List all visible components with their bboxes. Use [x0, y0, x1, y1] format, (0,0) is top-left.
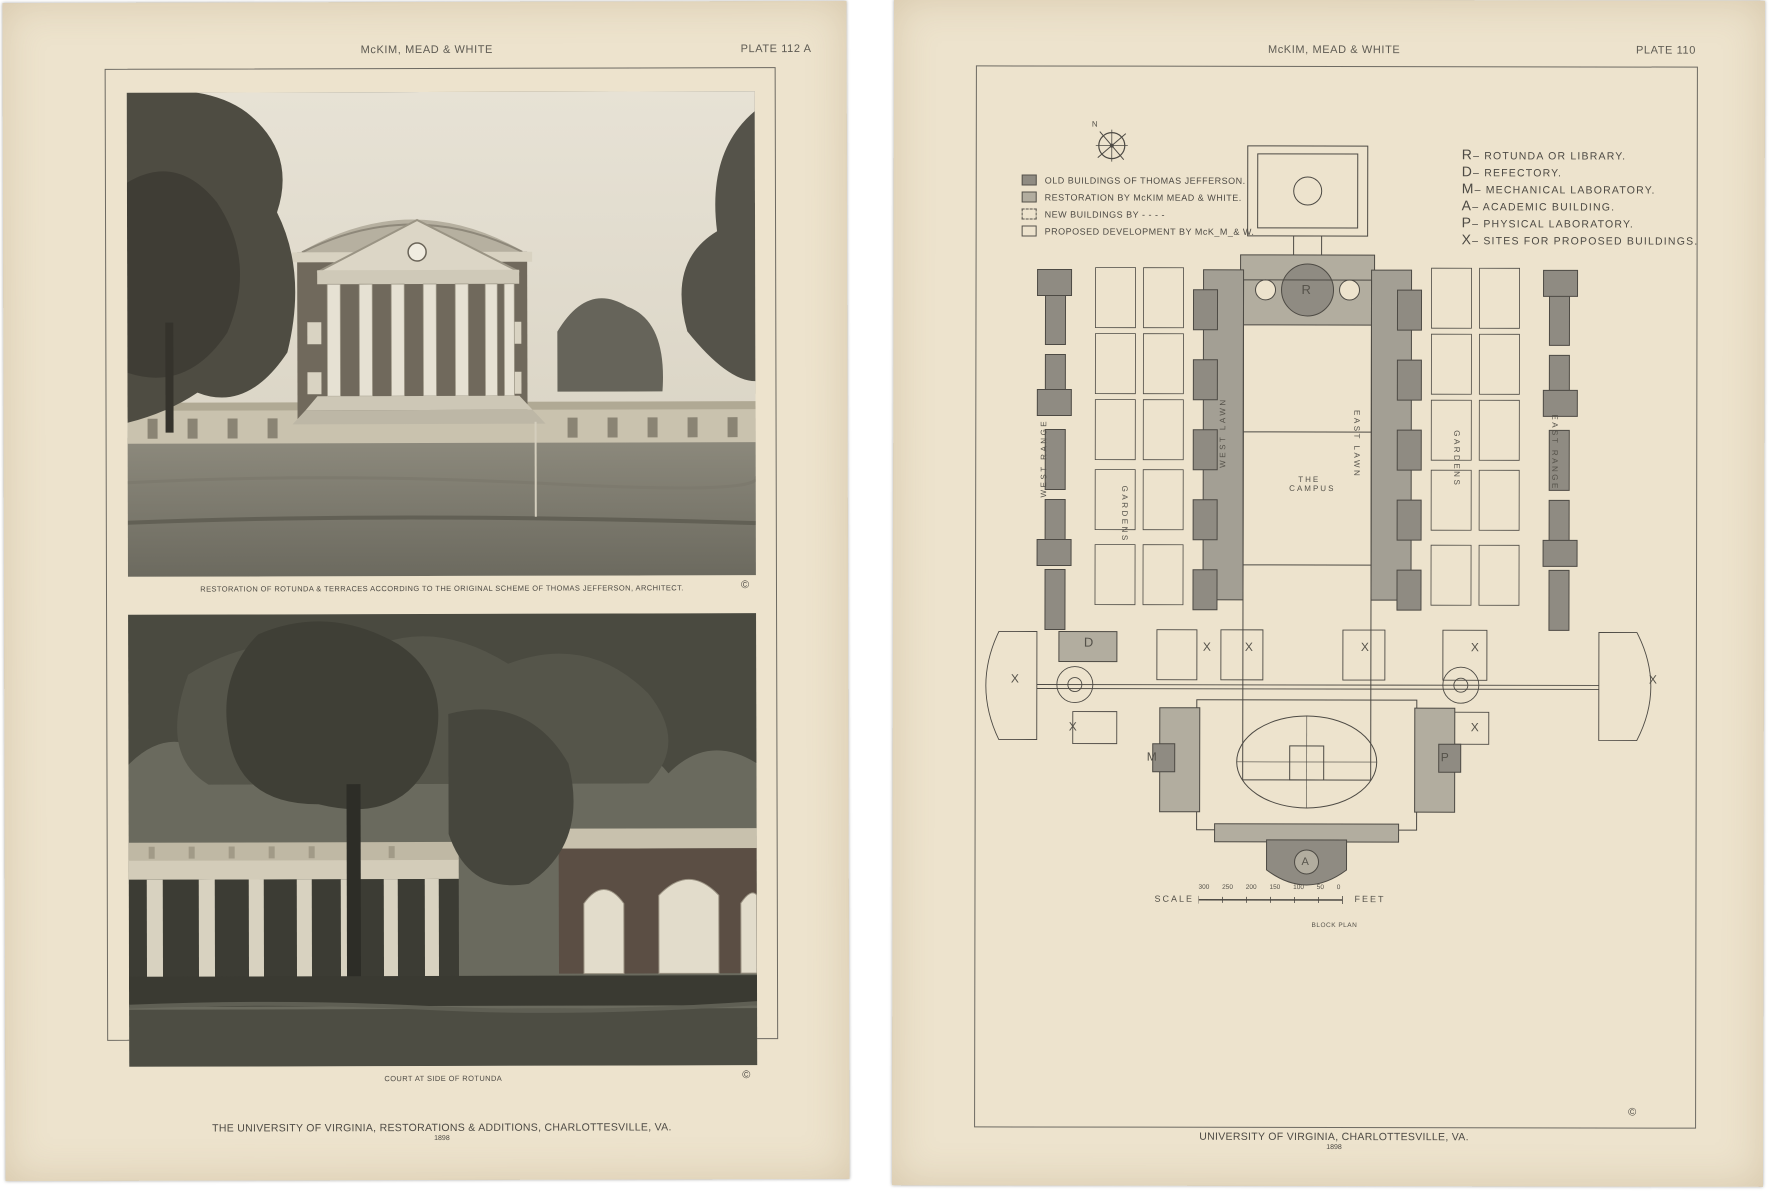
left-header-plate-number: PLATE 112 A — [740, 42, 812, 56]
right-header-title: McKIM, MEAD & WHITE — [1267, 43, 1401, 57]
key-item: A– ACADEMIC BUILDING. — [1461, 197, 1616, 214]
left-plate-sheet — [2, 1, 849, 1181]
plan-site-x: X — [1648, 672, 1657, 687]
block-plan-drawing — [974, 139, 1695, 960]
east-range-label: EAST RANGE — [1550, 414, 1560, 491]
scale-tick-labels: 300 250 200 150 100 50 0 — [1198, 883, 1341, 892]
scale-word: SCALE — [1154, 893, 1194, 904]
north-label: N — [1091, 119, 1098, 129]
right-footer-title: UNIVERSITY OF VIRGINIA, CHARLOTTESVILLE, VA. — [1199, 1130, 1469, 1144]
west-range-label: WEST RANGE — [1039, 418, 1049, 498]
left-footer-title: THE UNIVERSITY OF VIRGINIA, RESTORATIONS & ADDITIONS, CHARLOTTESVILLE, VA. — [212, 1121, 672, 1135]
plan-site-x: X — [1360, 640, 1369, 655]
key-item: D– REFECTORY. — [1461, 163, 1563, 180]
plan-site-x: X — [1244, 639, 1253, 654]
plan-letter-mech-lab: M — [1146, 749, 1157, 764]
plan-site-x: X — [1202, 639, 1211, 654]
block-plan-caption: BLOCK PLAN — [1311, 921, 1358, 930]
plan-site-x: X — [1068, 719, 1077, 734]
plan-letter-phys-lab: P — [1440, 750, 1449, 765]
rotunda-photo-caption: RESTORATION OF ROTUNDA & TERRACES ACCORDING TO THE ORIGINAL SCHEME OF THOMAS JEFFERSON, ARCHITECT. — [200, 583, 684, 594]
scale-bar — [1198, 896, 1344, 904]
legend-item-new-buildings: NEW BUILDINGS BY - - - - — [1022, 205, 1255, 222]
legend-item-old-buildings: OLD BUILDINGS OF THOMAS JEFFERSON. — [1022, 171, 1255, 188]
rotunda-photo — [127, 91, 756, 577]
copyright-mark-bottom: © — [742, 1069, 751, 1082]
left-header-title: McKIM, MEAD & WHITE — [360, 43, 494, 57]
right-header-plate-number: PLATE 110 — [1635, 44, 1696, 57]
plan-letter-refectory: D — [1083, 634, 1094, 650]
right-plate-sheet — [892, 0, 1765, 1187]
court-photo-caption: COURT AT SIDE OF ROTUNDA — [384, 1073, 503, 1084]
left-footer-year: 1898 — [434, 1134, 450, 1142]
gardens-west-label: GARDENS — [1120, 485, 1130, 543]
west-lawn-label: WEST LAWN — [1218, 397, 1228, 468]
right-footer-year: 1898 — [1326, 1143, 1342, 1152]
plan-letter-academic: A — [1301, 855, 1309, 868]
left-plate-footer — [107, 1121, 776, 1143]
plan-site-x: X — [1470, 720, 1479, 735]
key-item: P– PHYSICAL LABORATORY. — [1461, 214, 1634, 231]
scale-unit: FEET — [1354, 894, 1386, 905]
right-plate-footer — [974, 1130, 1694, 1151]
copyright-mark: © — [1628, 1106, 1637, 1119]
legend-item-proposed: PROPOSED DEVELOPMENT BY McK_M_& W. — [1022, 222, 1255, 239]
plan-letter-rotunda: R — [1301, 281, 1311, 297]
key-item: M– MECHANICAL LABORATORY. — [1461, 180, 1656, 197]
key-item: X– SITES FOR PROPOSED BUILDINGS. — [1461, 231, 1699, 248]
campus-label: THE CAMPUS — [1289, 474, 1336, 494]
court-photo — [128, 613, 757, 1067]
key-item: R– ROTUNDA OR LIBRARY. — [1461, 146, 1627, 163]
east-lawn-label: EAST LAWN — [1352, 410, 1362, 479]
copyright-mark-top: © — [740, 579, 750, 592]
legend-item-restoration: RESTORATION BY McKIM MEAD & WHITE. — [1022, 188, 1255, 205]
gardens-east-label: GARDENS — [1452, 430, 1462, 488]
plan-site-x: X — [1470, 640, 1479, 655]
plan-site-x: X — [1010, 671, 1019, 686]
